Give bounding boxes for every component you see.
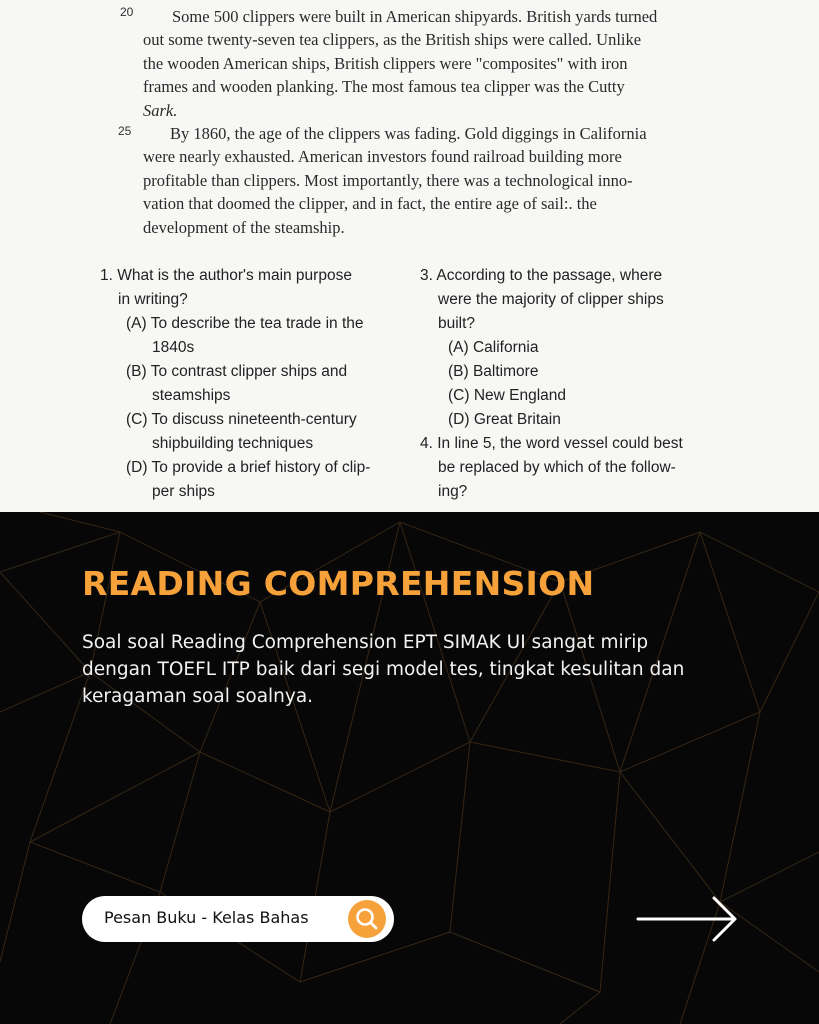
passage-paragraph-1	[143, 5, 717, 122]
passage-line: were nearly exhausted. American investors found railroad building more	[143, 147, 622, 167]
answer-option: (D) Great Britain	[448, 411, 561, 428]
question-line: ing?	[438, 483, 468, 500]
question-line: built?	[438, 315, 476, 332]
search-bar[interactable]	[82, 896, 394, 942]
questions-left-column	[100, 264, 400, 504]
line-number-25: 25	[118, 124, 132, 138]
line-number-20: 20	[120, 5, 134, 19]
answer-option: (A) To describe the tea trade in the	[126, 315, 364, 332]
question-line: 3. According to the passage, where	[420, 267, 663, 284]
question-line: in writing?	[118, 291, 188, 308]
arrow-right-icon[interactable]	[636, 895, 740, 943]
passage-line: frames and wooden planking. The most famous tea clipper was the Cutty	[143, 77, 625, 97]
answer-option: (C) To discuss nineteenth-century	[126, 411, 357, 428]
answer-option: (B) To contrast clipper ships and	[126, 363, 348, 380]
passage-line: Some 500 clippers were built in American shipyards. British yards turned	[172, 7, 658, 26]
passage-line: out some twenty-seven tea clippers, as the British ships were called. Unlike	[143, 30, 642, 50]
passage-line: profitable than clippers. Most importantly, there was a technological inno-	[143, 170, 633, 190]
answer-option: steamships	[152, 387, 231, 404]
answer-option: (D) To provide a brief history of clip-	[126, 459, 371, 476]
passage-line: By 1860, the age of the clippers was fading. Gold diggings in California	[170, 124, 647, 143]
search-label: Pesan Buku - Kelas Bahas	[104, 908, 309, 927]
answer-option: 1840s	[152, 339, 195, 356]
passage-paragraph-2	[143, 122, 717, 239]
search-icon	[348, 900, 386, 938]
search-button[interactable]	[348, 900, 386, 938]
passage-line: development of the steamship.	[143, 217, 345, 237]
answer-option: per ships	[152, 483, 215, 500]
questions-right-column	[420, 264, 720, 504]
promo-panel	[0, 512, 819, 1024]
passage-line: the wooden American ships, British clippers were "composites" with iron	[143, 53, 628, 73]
passage-line: Sark.	[143, 100, 178, 120]
question-line: 4. In line 5, the word vessel could best	[420, 435, 683, 452]
question-line: be replaced by which of the follow-	[438, 459, 676, 476]
answer-option: shipbuilding techniques	[152, 435, 314, 452]
answer-option: (A) California	[448, 339, 539, 356]
question-line: were the majority of clipper ships	[438, 291, 664, 308]
promo-description: Soal soal Reading Comprehension EPT SIMAK UI sangat mirip dengan TOEFL ITP baik dari segi model tes, tingkat kesulitan dan keragaman soal soalnya.	[82, 632, 685, 707]
answer-option: (C) New England	[448, 387, 567, 404]
question-line: 1. What is the author's main purpose	[100, 267, 352, 284]
passage-line: vation that doomed the clipper, and in fact, the entire age of sail:. the	[143, 194, 597, 214]
answer-option: (B) Baltimore	[448, 363, 539, 380]
promo-title: READING COMPREHENSION	[82, 564, 595, 603]
